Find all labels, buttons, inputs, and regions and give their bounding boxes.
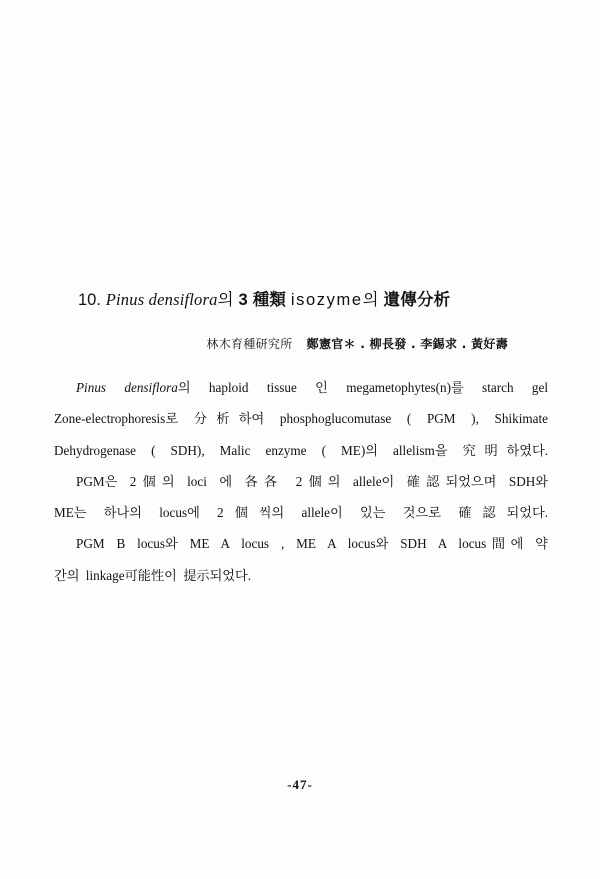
institution: 林木育種研究所 — [206, 337, 293, 351]
abstract-line-6: PGM B locus와 ME A locus , ME A locus와 SDH A locus間에 약 — [76, 536, 548, 552]
title-enzyme: isozyme — [290, 291, 363, 309]
title-kinds: 種類 — [252, 291, 287, 309]
title-particle-a: 의 — [217, 291, 234, 309]
abstract-line-3: Dehydrogenase ( SDH), Malic enzyme ( ME)의 allelism을 究明하였다. — [54, 442, 548, 458]
paper-title — [78, 286, 450, 310]
abstract-species: Pinus densiflora — [76, 380, 178, 395]
abstract-line-2: Zone-electrophoresis로 分析하여 phosphoglucomutase ( PGM ), Shikimate — [54, 411, 548, 427]
abstract-line-4: PGM은 2個의 loci 에 各各 2個의 allele이 確認되었으며 SDH와 — [76, 473, 548, 489]
page-number: -47- — [287, 777, 313, 792]
title-number: 10. — [78, 291, 101, 309]
title-topic: 遺傳分析 — [383, 291, 451, 309]
abstract-line-7: 간의 linkage可能性이 提示되었다. — [54, 567, 252, 583]
abstract-body — [54, 372, 548, 591]
title-particle-c: 의 — [362, 291, 379, 309]
title-species: Pinus densiflora — [105, 290, 218, 309]
title-count: 3 — [238, 291, 248, 309]
abstract-line-5: ME는 하나의 locus에 2個씩의 allele이 있는 것으로 確認되었다. — [54, 505, 548, 521]
abstract-line-1: Pinus densiflora의 haploid tissue 인 megametophytes(n)를 starch gel — [76, 380, 548, 395]
author-line — [206, 335, 508, 352]
author-names: 鄭憲官＊ . 柳長發 . 李錫求 . 黃好壽 — [306, 337, 508, 351]
